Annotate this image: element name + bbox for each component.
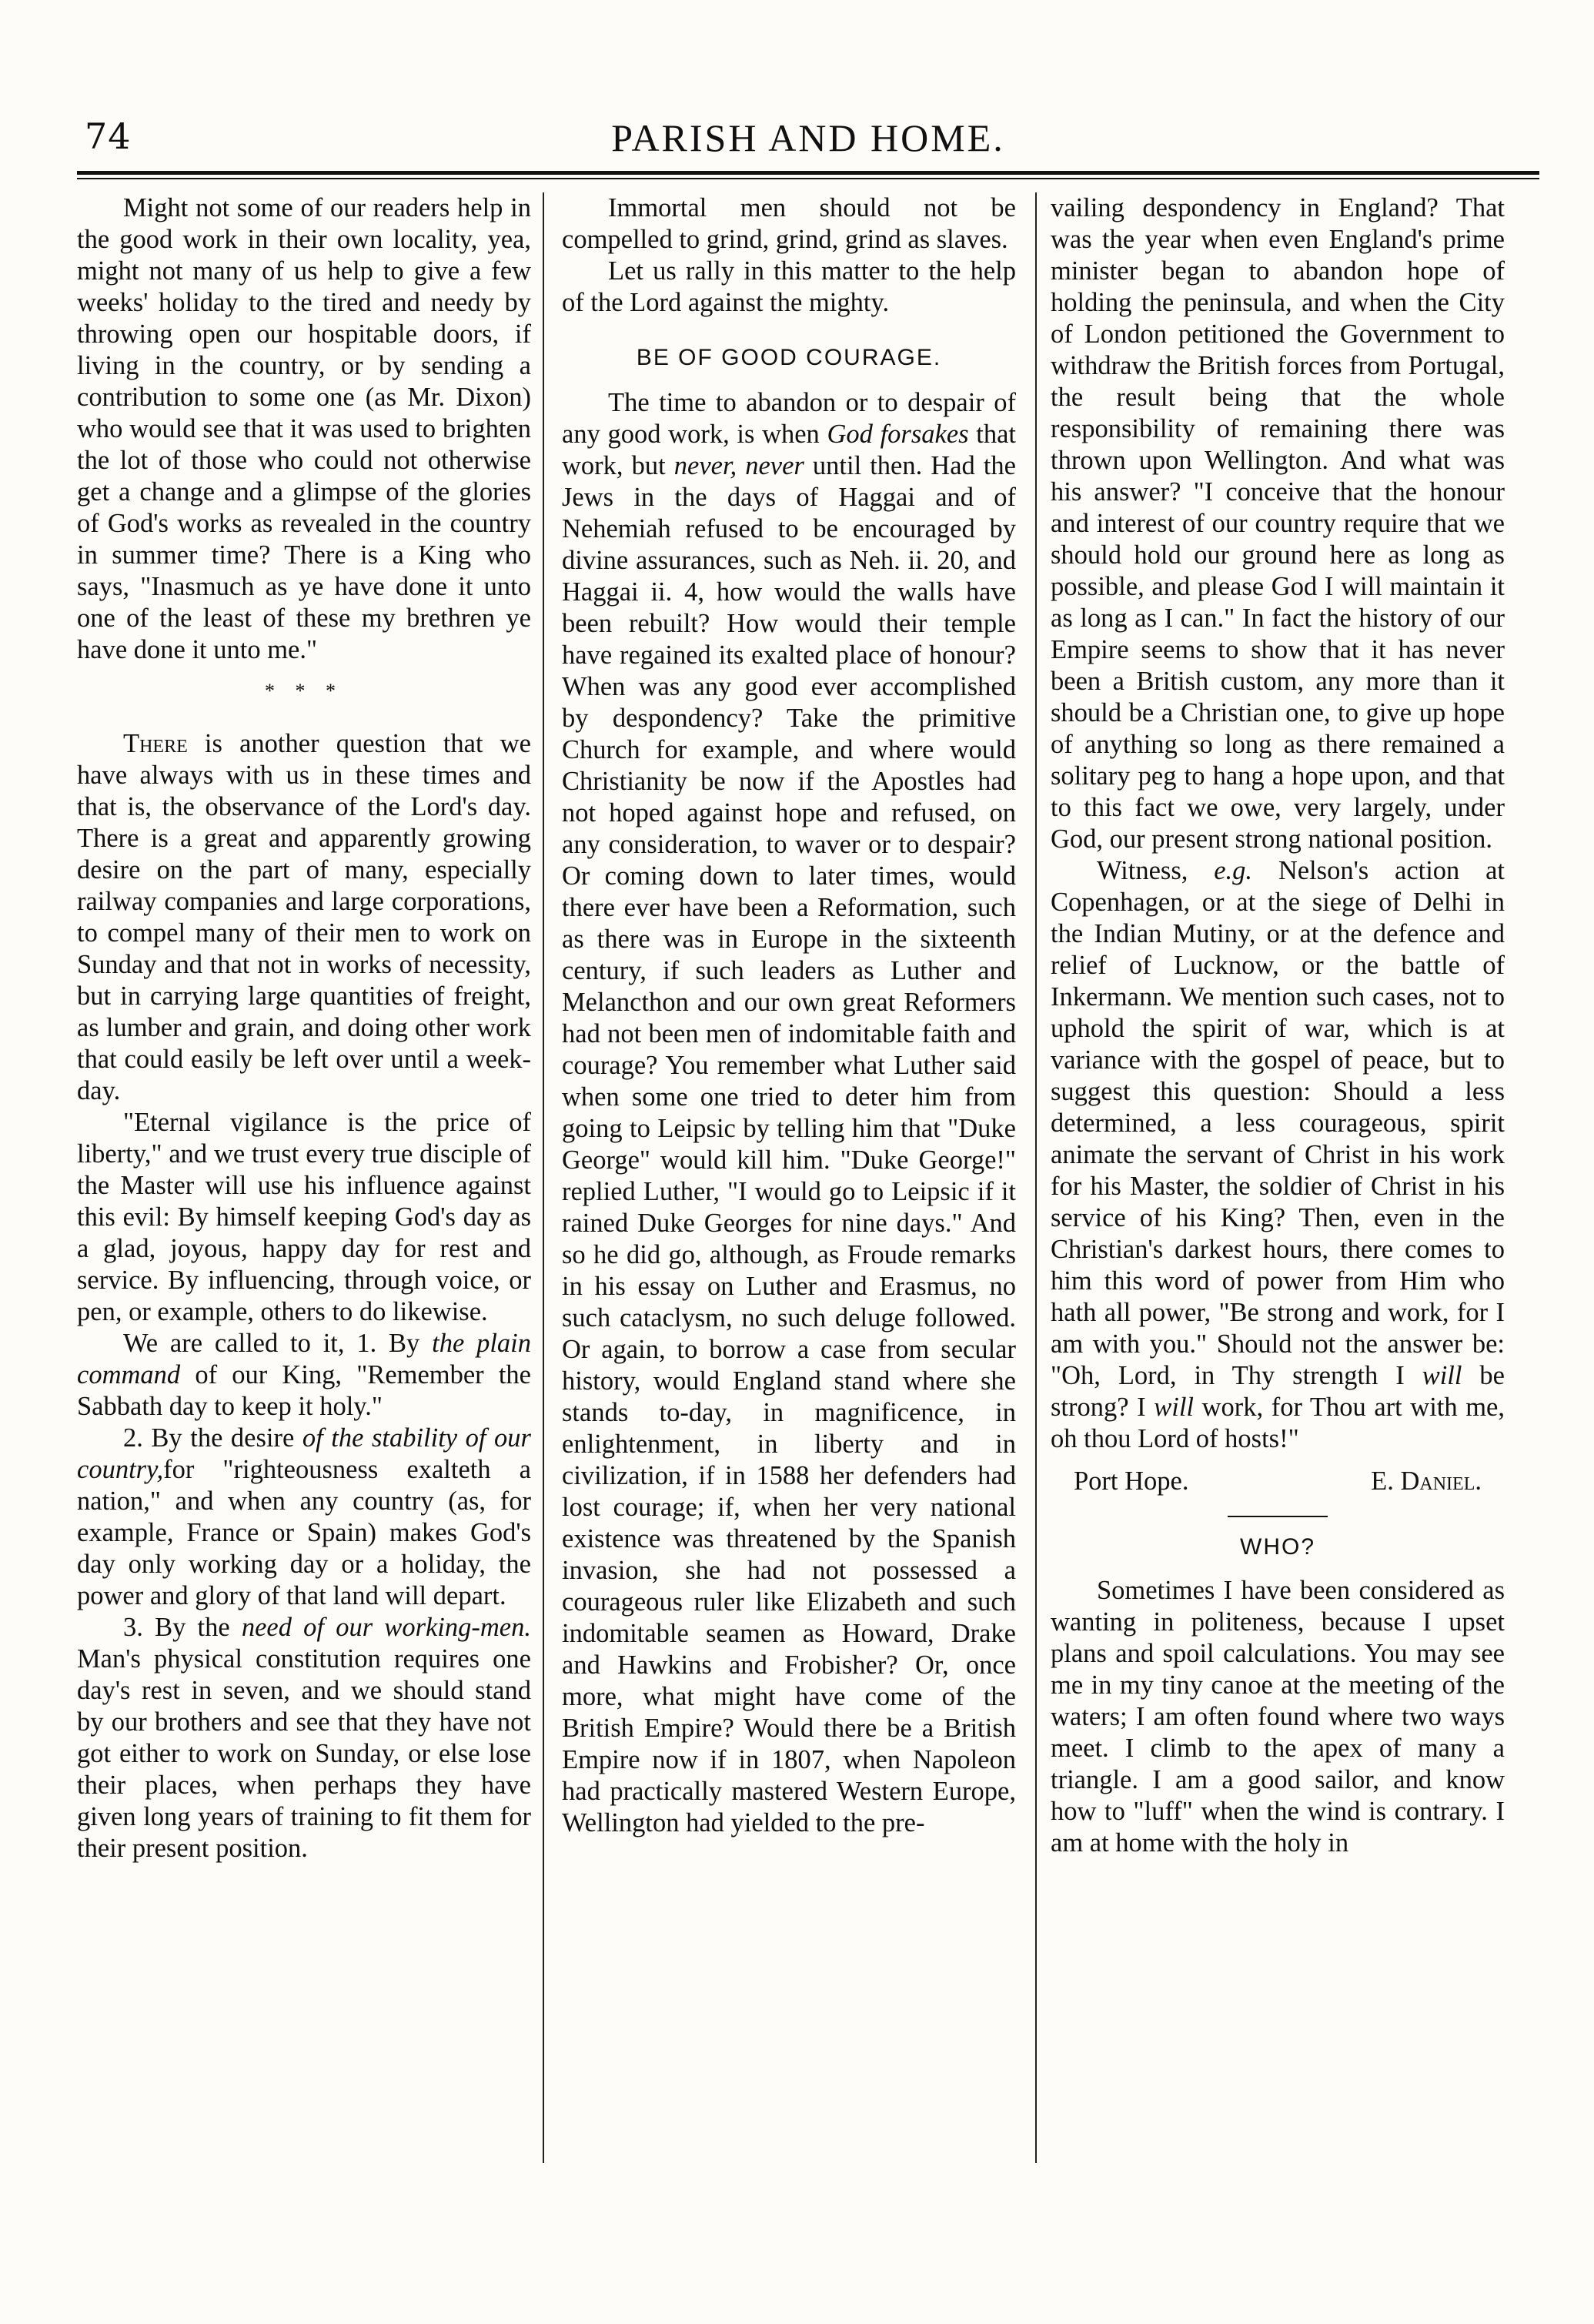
section-divider bbox=[1228, 1516, 1328, 1517]
paragraph: There is another question that we have always with us in these times and that is, the observance of the Lord's day. There is a great and apparently growing desire on the part of many, especially railway companies and large corporations, to compel many of their men to work on Sunday and that not in works of necessity, but in carrying large quantities of freight, as lumber and grain, and doing other work that could easily be left over until a week-day. bbox=[77, 729, 531, 1105]
header-rule-thin bbox=[77, 178, 1539, 179]
page-number: 74 bbox=[85, 115, 132, 157]
paragraph: Might not some of our readers help in the good work in their own locality, yea, might not many of us help to give a few weeks' holiday to the tired and needy by throwing open our hospitable doors, if living in the country, or by sending a contribution to some one (as Mr. Dixon) who would see that it was used to brighten the lot of those who could not otherwise get a change and a glimpse of the glories of God's works as revealed in the country in summer time? There is a King who says, "Inasmuch as ye have done it unto one of the least of these my brethren ye have done it unto me." bbox=[77, 193, 531, 664]
paragraph: Immortal men should not be compelled to grind, grind, grind as slaves. bbox=[562, 193, 1016, 254]
column-right bbox=[1051, 192, 1505, 1859]
paragraph: "Eternal vigilance is the price of liberty," and we trust every true disciple of the Master will use his influence against this evil: By himself keeping God's day as a glad, joyous, happy day for rest and service. By influencing, through voice, or pen, or example, others to do likewise. bbox=[77, 1108, 531, 1326]
lead-word: There bbox=[123, 729, 188, 758]
section-heading: WHO? bbox=[1240, 1534, 1315, 1560]
paragraph: Let us rally in this matter to the help of the Lord against the mighty. bbox=[562, 256, 1016, 317]
column-left bbox=[77, 192, 531, 1864]
paragraph: Witness, e.g. Nelson's action at Copenhagen, or at the siege of Delhi in the Indian Mutiny, or at the defence and relief of Lucknow, or the battle of Inkermann. We mention such cases, not to uphold the spirit of war, which is at variance with the gospel of peace, but to suggest this question: Should a less determined, a less courageous, spirit animate the servant of Christ in his work for his Master, the soldier of Christ in his service of his King? Then, even in the Christian's darkest hours, there comes to him this word of power from Him who hath all power, "Be strong and work, for I am with you." Should not the answer be: "Oh, Lord, in Thy strength I will be strong? I will work, for Thou art with me, oh thou Lord of hosts!" bbox=[1051, 856, 1505, 1453]
paragraph: 2. By the desire of the stability of our country,for "righteousness exalteth a nation," and when any country (as, for example, France or Spain) makes God's day only working day or a holiday, the power and glory of that land will depart. bbox=[77, 1423, 531, 1610]
paragraph: We are called to it, 1. By the plain command of our King, "Remember the Sabbath day to keep it holy." bbox=[77, 1329, 531, 1421]
page-header bbox=[77, 115, 1539, 169]
column-middle bbox=[562, 192, 1016, 1839]
paragraph: The time to abandon or to despair of any good work, is when God forsakes that work, but never, never until then. Had the Jews in the days of Haggai and of Nehemiah refused to be encouraged by divine assurances, such as Neh. ii. 20, and Haggai ii. 4, how would the walls have been rebuilt? How would their temple have regained its exalted place of honour? When was any good ever accomplished by despondency? Take the primitive Church for example, and where would Christianity be now if the Apostles had not hoped against hope and refused, on any consideration, to waver or to despair? Or coming down to later times, would there ever have been a Reformation, such as there was in Europe in the sixteenth century, if such leaders as Luther and Melancthon and our own great Reformers had not been men of indomitable faith and courage? You remember what Luther said when some one tried to deter him from going to Leipsic by telling him that "Duke George" would kill him. "Duke George!" replied Luther, "I would go to Leipsic if it rained Duke Georges for nine days." And so he did go, although, as Froude remarks in his essay on Luther and Erasmus, no such cataclysm, no such deluge followed. Or again, to borrow a case from secular history, would England stand where she stands to-day, in magnificence, in enlightenment, in liberty and in civilization, if in 1588 her defenders had lost courage; if, when her very national existence was threatened by the Spanish invasion, she had not possessed a courageous ruler like Elizabeth and such indomitable seamen as Howard, Drake and Hawkins and Frobisher? Or, once more, what might have come of the British Empire? Would there be a British Empire now if in 1807, when Napoleon had practically mastered Western Europe, Wellington had yielded to the pre- bbox=[562, 388, 1016, 1837]
signature-place: Port Hope. bbox=[1074, 1466, 1189, 1496]
section-heading: BE OF GOOD COURAGE. bbox=[636, 345, 942, 370]
running-title: PARISH AND HOME. bbox=[611, 116, 1005, 159]
section-break-stars: * * * bbox=[265, 680, 343, 702]
column-divider bbox=[1035, 192, 1037, 2163]
header-rule-thick bbox=[77, 171, 1539, 175]
paragraph: Sometimes I have been considered as wanting in politeness, because I upset plans and spoil calculations. You may see me in my tiny canoe at the meeting of the waters; I am often found where two ways meet. I climb to the apex of many a triangle. I am a good sailor, and know how to "luff" when the wind is contrary. I am at home with the holy in bbox=[1051, 1576, 1505, 1858]
column-divider bbox=[543, 192, 544, 2163]
paragraph: 3. By the need of our working-men. Man's physical constitution requires one day's rest in seven, and we should stand by our brothers and see that they have not got either to work on Sunday, or else lose their places, when perhaps they have given long years of training to fit them for their present position. bbox=[77, 1613, 531, 1863]
signature-name: E. Daniel. bbox=[1371, 1466, 1482, 1496]
paragraph: vailing despondency in England? That was the year when even England's prime minister began to abandon hope of holding the peninsula, and when the City of London petitioned the Government to withdraw the British forces from Portugal, the result being that the whole responsibility of remaining there was thrown upon Wellington. And what was his answer? "I conceive that the honour and interest of our country require that we should hold our ground here as long as possible, and please God I will maintain it as long as I can." In fact the history of our Empire seems to show that it has never been a British custom, any more than it should be a Christian one, to give up hope of anything so long as there remained a solitary peg to hang a hope upon, and that to this fact we owe, very largely, under God, our present strong national position. bbox=[1051, 193, 1505, 854]
signature-line bbox=[1051, 1455, 1505, 1502]
